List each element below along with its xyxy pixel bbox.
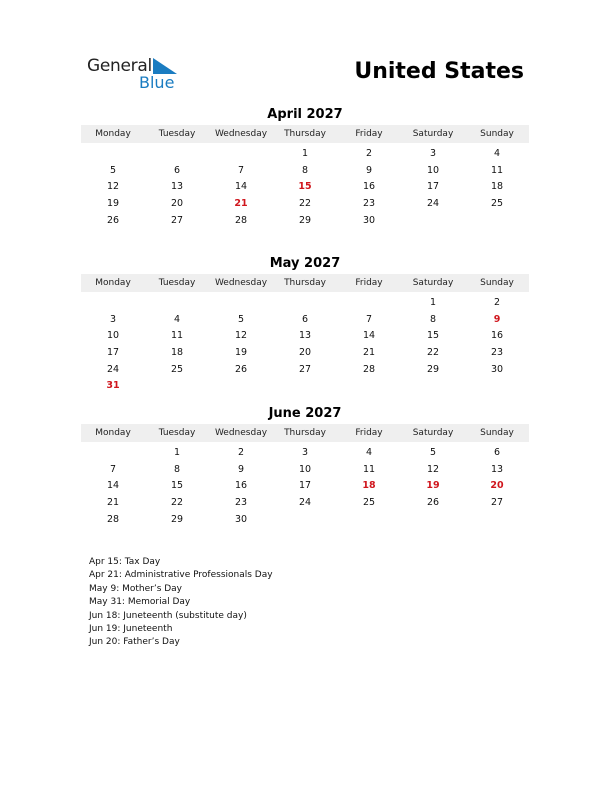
- day-cell: 27: [298, 363, 312, 375]
- day-cell: 9: [237, 463, 245, 475]
- day-cell: 29: [170, 513, 184, 525]
- day-cell: 23: [362, 198, 376, 210]
- weekday-label: Wednesday: [214, 278, 268, 288]
- day-cell: 18: [170, 347, 184, 359]
- day-cell: 21: [106, 497, 120, 509]
- day-cell: 13: [490, 463, 504, 475]
- day-cell: 24: [426, 198, 440, 210]
- day-cell: 28: [234, 214, 248, 226]
- empty-day-cell: [273, 378, 337, 395]
- week-row: [81, 163, 529, 180]
- holiday-list-item: Apr 15: Tax Day: [89, 557, 161, 567]
- day-cell: 17: [106, 347, 120, 359]
- weekday-header-row: [81, 424, 529, 442]
- day-cell: 7: [109, 463, 117, 475]
- day-cell: 17: [426, 181, 440, 193]
- day-cell: 22: [298, 198, 312, 210]
- day-cell: 5: [109, 164, 117, 176]
- empty-day-cell: [401, 512, 465, 529]
- weekday-header-row: [81, 274, 529, 292]
- month-june: [81, 406, 529, 528]
- day-cell: 24: [298, 497, 312, 509]
- day-cell: 14: [362, 330, 376, 342]
- weekday-label: Thursday: [284, 428, 326, 438]
- weekday-label: Saturday: [412, 278, 454, 288]
- day-cell: 11: [362, 463, 376, 475]
- day-cell: 13: [170, 181, 184, 193]
- empty-day-cell: [145, 146, 209, 163]
- week-row: [81, 345, 529, 362]
- week-row: [81, 295, 529, 312]
- month-april: [81, 107, 529, 229]
- day-cell: 10: [298, 463, 312, 475]
- day-cell: 29: [298, 214, 312, 226]
- day-cell: 18: [490, 181, 504, 193]
- day-cell: 30: [362, 214, 376, 226]
- day-cell: 10: [426, 164, 440, 176]
- holiday-list-item: Apr 21: Administrative Professionals Day: [89, 570, 273, 581]
- day-cell: 4: [493, 148, 501, 159]
- weekday-label: Thursday: [284, 278, 326, 288]
- logo-triangle-icon: [153, 58, 177, 74]
- day-cell: 8: [301, 164, 309, 176]
- week-row: [81, 179, 529, 196]
- day-cell: 28: [106, 513, 120, 525]
- empty-day-cell: [209, 146, 273, 163]
- day-cell: 7: [365, 313, 373, 325]
- weekday-label: Monday: [95, 428, 131, 438]
- holiday-list-item: Jun 18: Juneteenth (substitute day): [89, 610, 247, 621]
- empty-day-cell: [209, 295, 273, 312]
- month-title: April 2027: [267, 107, 343, 122]
- day-cell: 1: [173, 447, 181, 458]
- month-title: May 2027: [269, 256, 341, 271]
- day-cell: 26: [426, 497, 440, 509]
- empty-day-cell: [337, 295, 401, 312]
- day-cell: 10: [106, 330, 120, 342]
- empty-day-cell: [273, 512, 337, 529]
- weekday-label: Friday: [355, 129, 383, 139]
- day-cell: 2: [237, 447, 245, 458]
- day-cell: 3: [109, 313, 117, 325]
- weekday-label: Tuesday: [158, 278, 196, 288]
- day-cell: 11: [170, 330, 184, 342]
- weekday-label: Friday: [355, 278, 383, 288]
- day-cell: 15: [170, 480, 184, 492]
- weekday-label: Sunday: [480, 278, 514, 288]
- day-cell: 20: [298, 347, 312, 359]
- day-cell: 16: [490, 330, 504, 342]
- day-cell: 22: [426, 347, 440, 359]
- empty-day-cell: [81, 445, 145, 462]
- day-cell: 1: [429, 297, 437, 308]
- holiday-list-item: Jun 19: Juneteenth: [89, 624, 173, 635]
- day-cell: 16: [234, 480, 248, 492]
- empty-day-cell: [81, 295, 145, 312]
- day-cell: 27: [170, 214, 184, 226]
- empty-day-cell: [401, 213, 465, 230]
- empty-day-cell: [401, 378, 465, 395]
- logo-text-blue: Blue: [139, 73, 175, 92]
- empty-day-cell: [337, 378, 401, 395]
- day-cell: 29: [426, 363, 440, 375]
- week-row: [81, 478, 529, 495]
- day-cell: 24: [106, 363, 120, 375]
- week-row: [81, 378, 529, 395]
- weekday-label: Friday: [355, 428, 383, 438]
- holiday-day-cell: 21: [234, 198, 248, 210]
- holiday-day-cell: 9: [493, 313, 501, 325]
- empty-day-cell: [337, 512, 401, 529]
- weekday-label: Wednesday: [214, 428, 268, 438]
- week-row: [81, 362, 529, 379]
- empty-day-cell: [209, 378, 273, 395]
- day-cell: 3: [429, 148, 437, 159]
- day-cell: 15: [426, 330, 440, 342]
- day-cell: 6: [493, 447, 501, 458]
- day-cell: 20: [170, 198, 184, 210]
- week-row: [81, 512, 529, 529]
- day-cell: 11: [490, 164, 504, 176]
- week-row: [81, 495, 529, 512]
- weekday-label: Wednesday: [214, 129, 268, 139]
- week-row: [81, 462, 529, 479]
- holiday-list-item: May 9: Mother’s Day: [89, 583, 183, 594]
- day-cell: 12: [106, 181, 120, 193]
- empty-day-cell: [465, 378, 529, 395]
- week-row: [81, 213, 529, 230]
- holiday-list: [89, 556, 273, 650]
- day-cell: 25: [490, 198, 504, 210]
- day-cell: 26: [106, 214, 120, 226]
- day-cell: 13: [298, 330, 312, 342]
- weekday-label: Saturday: [412, 428, 454, 438]
- day-cell: 2: [365, 148, 373, 159]
- weekday-label: Monday: [95, 278, 131, 288]
- day-cell: 8: [173, 463, 181, 475]
- day-cell: 12: [234, 330, 248, 342]
- holiday-day-cell: 31: [106, 380, 120, 392]
- day-cell: 2: [493, 297, 501, 308]
- day-cell: 30: [234, 513, 248, 525]
- empty-day-cell: [273, 295, 337, 312]
- week-row: [81, 146, 529, 163]
- day-cell: 19: [234, 347, 248, 359]
- day-cell: 30: [490, 363, 504, 375]
- day-cell: 25: [170, 363, 184, 375]
- day-cell: 23: [490, 347, 504, 359]
- day-cell: 26: [234, 363, 248, 375]
- day-cell: 27: [490, 497, 504, 509]
- month-may: [81, 256, 529, 395]
- day-cell: 3: [301, 447, 309, 458]
- day-cell: 1: [301, 148, 309, 159]
- logo-text-general: General: [87, 56, 152, 76]
- day-cell: 4: [365, 447, 373, 458]
- weekday-label: Sunday: [480, 129, 514, 139]
- holiday-day-cell: 20: [490, 480, 504, 492]
- day-cell: 4: [173, 313, 181, 325]
- week-row: [81, 312, 529, 329]
- day-cell: 6: [173, 164, 181, 176]
- country-title: United States: [354, 59, 524, 84]
- empty-day-cell: [81, 146, 145, 163]
- week-row: [81, 328, 529, 345]
- weekday-header-row: [81, 125, 529, 143]
- empty-day-cell: [145, 378, 209, 395]
- day-cell: 16: [362, 181, 376, 193]
- holiday-day-cell: 19: [426, 480, 440, 492]
- day-cell: 28: [362, 363, 376, 375]
- empty-day-cell: [145, 295, 209, 312]
- day-cell: 5: [237, 313, 245, 325]
- weekday-label: Thursday: [284, 129, 326, 139]
- day-cell: 6: [301, 313, 309, 325]
- day-cell: 8: [429, 313, 437, 325]
- empty-day-cell: [465, 512, 529, 529]
- day-cell: 21: [362, 347, 376, 359]
- day-cell: 19: [106, 198, 120, 210]
- holiday-day-cell: 18: [362, 480, 376, 492]
- week-row: [81, 445, 529, 462]
- day-cell: 14: [106, 480, 120, 492]
- holiday-day-cell: 15: [298, 181, 312, 193]
- holiday-list-item: May 31: Memorial Day: [89, 597, 191, 608]
- day-cell: 14: [234, 181, 248, 193]
- weekday-label: Sunday: [480, 428, 514, 438]
- day-cell: 23: [234, 497, 248, 509]
- day-cell: 9: [365, 164, 373, 176]
- generalblue-logo: [87, 56, 187, 92]
- week-row: [81, 196, 529, 213]
- weekday-label: Tuesday: [158, 129, 196, 139]
- weekday-label: Saturday: [412, 129, 454, 139]
- weekday-label: Tuesday: [158, 428, 196, 438]
- holiday-list-item: Jun 20: Father’s Day: [89, 637, 180, 648]
- day-cell: 25: [362, 497, 376, 509]
- month-title: June 2027: [268, 406, 342, 421]
- day-cell: 22: [170, 497, 184, 509]
- day-cell: 12: [426, 463, 440, 475]
- empty-day-cell: [465, 213, 529, 230]
- day-cell: 7: [237, 164, 245, 176]
- day-cell: 5: [429, 447, 437, 458]
- day-cell: 17: [298, 480, 312, 492]
- weekday-label: Monday: [95, 129, 131, 139]
